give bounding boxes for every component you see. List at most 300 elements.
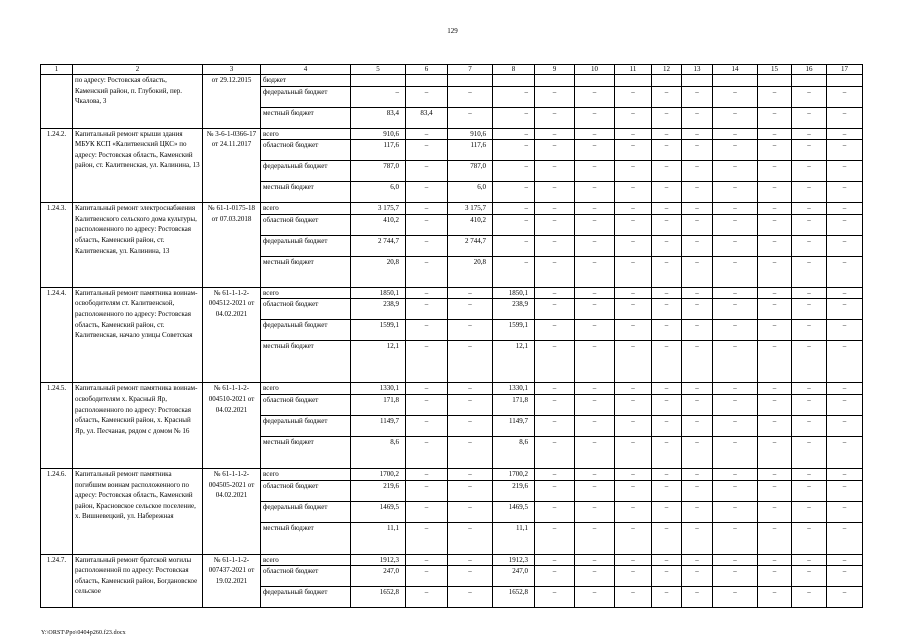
value-cell-col5: 1469,5 [351, 501, 406, 522]
value-cell-col9: – [535, 161, 575, 182]
funding-source: федеральный бюджет [261, 501, 351, 522]
value-cell-col13: – [682, 203, 713, 215]
value-cell-col5: 238,9 [351, 299, 406, 320]
value-cell-col8: – [493, 182, 535, 203]
value-cell-col14: – [713, 566, 758, 587]
value-cell-col6: – [406, 299, 448, 320]
value-cell-col14: – [713, 522, 758, 554]
funding-source: местный бюджет [261, 522, 351, 554]
value-cell-col6: – [406, 161, 448, 182]
value-cell-col11: – [615, 161, 652, 182]
value-cell-col14: – [713, 182, 758, 203]
file-path-footer: Y:\ORST\Ppo\0404p260.f23.docx [41, 630, 126, 636]
value-cell-col5: 1149,7 [351, 415, 406, 436]
value-cell-col7: 6,0 [448, 182, 493, 203]
value-cell-col5: 171,8 [351, 394, 406, 415]
value-cell-col17: – [827, 287, 863, 299]
value-cell-col11: – [615, 436, 652, 468]
value-cell-col12: – [652, 320, 682, 341]
value-cell-col10 [575, 75, 615, 87]
column-number-17: 17 [827, 65, 863, 75]
table-row [41, 75, 863, 87]
value-cell-col8: 1599,1 [493, 320, 535, 341]
value-cell-col13: – [682, 256, 713, 287]
value-cell-col6: – [406, 554, 448, 566]
value-cell-col11: – [615, 468, 652, 480]
value-cell-col7: 2 744,7 [448, 235, 493, 256]
funding-source: федеральный бюджет [261, 235, 351, 256]
value-cell-col8: 238,9 [493, 299, 535, 320]
value-cell-col7: – [448, 86, 493, 107]
value-cell-col17: – [827, 140, 863, 161]
value-cell-col8: 247,0 [493, 566, 535, 587]
value-cell-col16: – [792, 587, 827, 608]
value-cell-col12: – [652, 468, 682, 480]
value-cell-col15: – [758, 107, 792, 128]
value-cell-col7: – [448, 522, 493, 554]
value-cell-col7: – [448, 554, 493, 566]
value-cell-col15: – [758, 320, 792, 341]
value-cell-col17: – [827, 203, 863, 215]
value-cell-col9: – [535, 182, 575, 203]
value-cell-col10: – [575, 182, 615, 203]
value-cell-col15: – [758, 86, 792, 107]
value-cell-col17: – [827, 320, 863, 341]
value-cell-col5: 1850,1 [351, 287, 406, 299]
funding-source: федеральный бюджет [261, 320, 351, 341]
value-cell-col7: – [448, 394, 493, 415]
value-cell-col8: – [493, 86, 535, 107]
value-cell-col12: – [652, 182, 682, 203]
value-cell-col17: – [827, 86, 863, 107]
table-row [41, 203, 863, 215]
value-cell-col10: – [575, 436, 615, 468]
value-cell-col16: – [792, 436, 827, 468]
funding-source: местный бюджет [261, 182, 351, 203]
value-cell-col13: – [682, 140, 713, 161]
value-cell-col16: – [792, 299, 827, 320]
column-number-13: 13 [682, 65, 713, 75]
value-cell-col10: – [575, 468, 615, 480]
value-cell-col12: – [652, 341, 682, 383]
value-cell-col5: 1912,3 [351, 554, 406, 566]
value-cell-col10: – [575, 140, 615, 161]
value-cell-col17: – [827, 256, 863, 287]
value-cell-col9 [535, 75, 575, 87]
value-cell-col16: – [792, 394, 827, 415]
table-row [41, 128, 863, 140]
value-cell-col8: 8,6 [493, 436, 535, 468]
column-number-14: 14 [713, 65, 758, 75]
value-cell-col7: – [448, 436, 493, 468]
value-cell-col13: – [682, 182, 713, 203]
value-cell-col6: – [406, 383, 448, 395]
value-cell-col12: – [652, 394, 682, 415]
value-cell-col6: – [406, 182, 448, 203]
value-cell-col9: – [535, 480, 575, 501]
column-number-row [41, 65, 863, 75]
value-cell-col17: – [827, 415, 863, 436]
item-number: 1.24.6. [41, 468, 73, 554]
value-cell-col10: – [575, 86, 615, 107]
value-cell-col16: – [792, 383, 827, 395]
funding-source: местный бюджет [261, 341, 351, 383]
value-cell-col13: – [682, 235, 713, 256]
value-cell-col9: – [535, 501, 575, 522]
value-cell-col13: – [682, 554, 713, 566]
value-cell-col13: – [682, 214, 713, 235]
value-cell-col8: – [493, 256, 535, 287]
value-cell-col17: – [827, 566, 863, 587]
value-cell-col11: – [615, 214, 652, 235]
value-cell-col7: 117,6 [448, 140, 493, 161]
value-cell-col5: 910,6 [351, 128, 406, 140]
value-cell-col11: – [615, 107, 652, 128]
value-cell-col9: – [535, 320, 575, 341]
value-cell-col6: – [406, 587, 448, 608]
value-cell-col6: – [406, 140, 448, 161]
value-cell-col17: – [827, 107, 863, 128]
value-cell-col16: – [792, 341, 827, 383]
value-cell-col16: – [792, 256, 827, 287]
object-name: по адресу: Ростовская область, Каменский район, п. Глубокий, пер. Чкалова, 3 [73, 75, 203, 129]
value-cell-col6: – [406, 203, 448, 215]
value-cell-col8: 171,8 [493, 394, 535, 415]
value-cell-col12: – [652, 86, 682, 107]
object-name: Капитальный ремонт памятника воинам-освободителям х. Красный Яр, расположенного по адресу: Ростовская область, Каменский район, х. Красный Яр, ул. Песчаная, рядом с домом № 16 [73, 383, 203, 469]
value-cell-col9: – [535, 341, 575, 383]
value-cell-col5: 12,1 [351, 341, 406, 383]
value-cell-col13: – [682, 566, 713, 587]
value-cell-col8: – [493, 235, 535, 256]
value-cell-col5: 3 175,7 [351, 203, 406, 215]
value-cell-col7: – [448, 415, 493, 436]
value-cell-col5: 410,2 [351, 214, 406, 235]
value-cell-col9: – [535, 394, 575, 415]
value-cell-col15: – [758, 501, 792, 522]
value-cell-col15: – [758, 394, 792, 415]
value-cell-col9: – [535, 287, 575, 299]
value-cell-col6: – [406, 415, 448, 436]
page-number: 129 [447, 27, 458, 35]
value-cell-col13: – [682, 161, 713, 182]
value-cell-col13: – [682, 383, 713, 395]
value-cell-col8: – [493, 107, 535, 128]
value-cell-col12: – [652, 436, 682, 468]
value-cell-col16: – [792, 203, 827, 215]
value-cell-col9: – [535, 415, 575, 436]
column-number-3: 3 [203, 65, 261, 75]
column-number-9: 9 [535, 65, 575, 75]
value-cell-col17: – [827, 128, 863, 140]
value-cell-col12: – [652, 235, 682, 256]
value-cell-col8: – [493, 214, 535, 235]
value-cell-col5: 20,8 [351, 256, 406, 287]
value-cell-col9: – [535, 140, 575, 161]
value-cell-col11: – [615, 554, 652, 566]
value-cell-col10: – [575, 320, 615, 341]
value-cell-col16: – [792, 501, 827, 522]
value-cell-col9: – [535, 468, 575, 480]
value-cell-col14: – [713, 341, 758, 383]
value-cell-col12: – [652, 214, 682, 235]
value-cell-col13: – [682, 86, 713, 107]
value-cell-col16: – [792, 235, 827, 256]
value-cell-col10: – [575, 235, 615, 256]
funding-source: местный бюджет [261, 436, 351, 468]
value-cell-col12: – [652, 140, 682, 161]
value-cell-col13: – [682, 436, 713, 468]
value-cell-col9: – [535, 214, 575, 235]
value-cell-col11: – [615, 522, 652, 554]
table-row [41, 468, 863, 480]
value-cell-col6: – [406, 394, 448, 415]
value-cell-col8: 1850,1 [493, 287, 535, 299]
column-number-5: 5 [351, 65, 406, 75]
value-cell-col8: – [493, 161, 535, 182]
value-cell-col16: – [792, 522, 827, 554]
value-cell-col17 [827, 75, 863, 87]
value-cell-col15: – [758, 214, 792, 235]
funding-source: всего [261, 554, 351, 566]
value-cell-col15: – [758, 383, 792, 395]
value-cell-col16: – [792, 468, 827, 480]
value-cell-col10: – [575, 107, 615, 128]
object-name: Капитальный ремонт братской могилы расположенной по адресу: Ростовская область, Каменский район, Богдановское сельское [73, 554, 203, 608]
value-cell-col15: – [758, 256, 792, 287]
value-cell-col7: – [448, 383, 493, 395]
value-cell-col10: – [575, 415, 615, 436]
value-cell-col8: – [493, 128, 535, 140]
value-cell-col14: – [713, 214, 758, 235]
value-cell-col11: – [615, 501, 652, 522]
value-cell-col8: 11,1 [493, 522, 535, 554]
funding-source: всего [261, 128, 351, 140]
value-cell-col14: – [713, 107, 758, 128]
value-cell-col9: – [535, 436, 575, 468]
value-cell-col6: – [406, 235, 448, 256]
value-cell-col16: – [792, 182, 827, 203]
value-cell-col8: – [493, 203, 535, 215]
value-cell-col15: – [758, 203, 792, 215]
column-number-12: 12 [652, 65, 682, 75]
value-cell-col14: – [713, 468, 758, 480]
object-name: Капитальный ремонт памятника погибшим воинам расположенного по адресу: Ростовская область, Каменский район, Красновское сельское поселение, х. Вишневецкий, ул. Набережная [73, 468, 203, 554]
value-cell-col8: 1149,7 [493, 415, 535, 436]
funding-source: всего [261, 203, 351, 215]
value-cell-col5: 787,0 [351, 161, 406, 182]
value-cell-col13: – [682, 287, 713, 299]
value-cell-col14: – [713, 383, 758, 395]
value-cell-col9: – [535, 128, 575, 140]
value-cell-col7: – [448, 341, 493, 383]
value-cell-col11: – [615, 182, 652, 203]
value-cell-col7: – [448, 566, 493, 587]
value-cell-col9: – [535, 86, 575, 107]
value-cell-col11: – [615, 394, 652, 415]
value-cell-col11: – [615, 320, 652, 341]
value-cell-col17: – [827, 182, 863, 203]
value-cell-col8 [493, 75, 535, 87]
value-cell-col17: – [827, 161, 863, 182]
value-cell-col9: – [535, 554, 575, 566]
value-cell-col10: – [575, 341, 615, 383]
value-cell-col5: 1599,1 [351, 320, 406, 341]
funding-source: всего [261, 468, 351, 480]
value-cell-col12: – [652, 501, 682, 522]
value-cell-col10: – [575, 128, 615, 140]
value-cell-col14: – [713, 436, 758, 468]
value-cell-col6: – [406, 468, 448, 480]
value-cell-col17: – [827, 235, 863, 256]
value-cell-col7: – [448, 501, 493, 522]
value-cell-col5: 8,6 [351, 436, 406, 468]
value-cell-col6: – [406, 128, 448, 140]
value-cell-col11: – [615, 415, 652, 436]
value-cell-col13: – [682, 341, 713, 383]
value-cell-col9: – [535, 256, 575, 287]
value-cell-col8: 1330,1 [493, 383, 535, 395]
value-cell-col6: – [406, 436, 448, 468]
value-cell-col13: – [682, 394, 713, 415]
item-number [41, 75, 73, 129]
value-cell-col17: – [827, 383, 863, 395]
value-cell-col7: – [448, 299, 493, 320]
value-cell-col12: – [652, 128, 682, 140]
value-cell-col10: – [575, 554, 615, 566]
value-cell-col16: – [792, 415, 827, 436]
value-cell-col8: 1652,8 [493, 587, 535, 608]
column-number-4: 4 [261, 65, 351, 75]
funding-source: всего [261, 383, 351, 395]
value-cell-col15: – [758, 299, 792, 320]
document-number: № 61-1-1-2-007437-2021 от 19.02.2021 [203, 554, 261, 608]
value-cell-col13: – [682, 128, 713, 140]
value-cell-col6: – [406, 480, 448, 501]
funding-source: федеральный бюджет [261, 161, 351, 182]
item-number: 1.24.2. [41, 128, 73, 203]
value-cell-col12: – [652, 256, 682, 287]
value-cell-col14: – [713, 203, 758, 215]
value-cell-col11: – [615, 587, 652, 608]
value-cell-col9: – [535, 522, 575, 554]
value-cell-col10: – [575, 287, 615, 299]
table-row [41, 554, 863, 566]
value-cell-col16 [792, 75, 827, 87]
value-cell-col6: – [406, 287, 448, 299]
value-cell-col6: – [406, 522, 448, 554]
value-cell-col13: – [682, 501, 713, 522]
funding-source: местный бюджет [261, 256, 351, 287]
value-cell-col15: – [758, 554, 792, 566]
value-cell-col14: – [713, 554, 758, 566]
value-cell-col17: – [827, 554, 863, 566]
funding-source: областной бюджет [261, 299, 351, 320]
value-cell-col9: – [535, 235, 575, 256]
value-cell-col9: – [535, 107, 575, 128]
value-cell-col11: – [615, 256, 652, 287]
value-cell-col13: – [682, 299, 713, 320]
value-cell-col11: – [615, 287, 652, 299]
value-cell-col13: – [682, 415, 713, 436]
value-cell-col15: – [758, 480, 792, 501]
value-cell-col11: – [615, 128, 652, 140]
value-cell-col12: – [652, 566, 682, 587]
value-cell-col15: – [758, 468, 792, 480]
value-cell-col8: – [493, 140, 535, 161]
budget-table [40, 64, 863, 608]
value-cell-col15: – [758, 341, 792, 383]
value-cell-col16: – [792, 287, 827, 299]
value-cell-col10: – [575, 394, 615, 415]
value-cell-col12: – [652, 415, 682, 436]
value-cell-col7: – [448, 480, 493, 501]
value-cell-col14: – [713, 86, 758, 107]
value-cell-col6: – [406, 341, 448, 383]
object-name: Капитальный ремонт электроснабжения Калитвенского сельского дома культуры, расположенного по адресу: Ростовская область, Каменский район, ст. Калитвенская, ул. Калинина, 13 [73, 203, 203, 288]
value-cell-col15: – [758, 161, 792, 182]
funding-source: областной бюджет [261, 480, 351, 501]
column-number-2: 2 [73, 65, 203, 75]
value-cell-col9: – [535, 566, 575, 587]
funding-source: местный бюджет [261, 107, 351, 128]
value-cell-col13: – [682, 107, 713, 128]
value-cell-col14: – [713, 587, 758, 608]
value-cell-col15 [758, 75, 792, 87]
value-cell-col17: – [827, 480, 863, 501]
value-cell-col17: – [827, 341, 863, 383]
value-cell-col16: – [792, 140, 827, 161]
item-number: 1.24.4. [41, 287, 73, 383]
value-cell-col10: – [575, 587, 615, 608]
value-cell-col15: – [758, 235, 792, 256]
value-cell-col11: – [615, 341, 652, 383]
value-cell-col14: – [713, 235, 758, 256]
column-number-7: 7 [448, 65, 493, 75]
value-cell-col15: – [758, 522, 792, 554]
value-cell-col10: – [575, 161, 615, 182]
value-cell-col17: – [827, 299, 863, 320]
value-cell-col16: – [792, 554, 827, 566]
value-cell-col5: 219,6 [351, 480, 406, 501]
value-cell-col5: 2 744,7 [351, 235, 406, 256]
item-number: 1.24.3. [41, 203, 73, 288]
column-number-10: 10 [575, 65, 615, 75]
value-cell-col8: 1912,3 [493, 554, 535, 566]
column-number-16: 16 [792, 65, 827, 75]
document-number: № 61-1-1-2-004505-2021 от 04.02.2021 [203, 468, 261, 554]
value-cell-col5: 11,1 [351, 522, 406, 554]
table-row [41, 287, 863, 299]
value-cell-col14: – [713, 320, 758, 341]
value-cell-col9: – [535, 203, 575, 215]
value-cell-col15: – [758, 436, 792, 468]
value-cell-col10: – [575, 383, 615, 395]
value-cell-col7: 910,6 [448, 128, 493, 140]
value-cell-col7: – [448, 587, 493, 608]
value-cell-col5 [351, 75, 406, 87]
value-cell-col13: – [682, 587, 713, 608]
value-cell-col11: – [615, 480, 652, 501]
value-cell-col12: – [652, 299, 682, 320]
value-cell-col16: – [792, 86, 827, 107]
value-cell-col12: – [652, 587, 682, 608]
value-cell-col10: – [575, 501, 615, 522]
value-cell-col17: – [827, 587, 863, 608]
value-cell-col10: – [575, 203, 615, 215]
value-cell-col7: – [448, 468, 493, 480]
value-cell-col10: – [575, 256, 615, 287]
